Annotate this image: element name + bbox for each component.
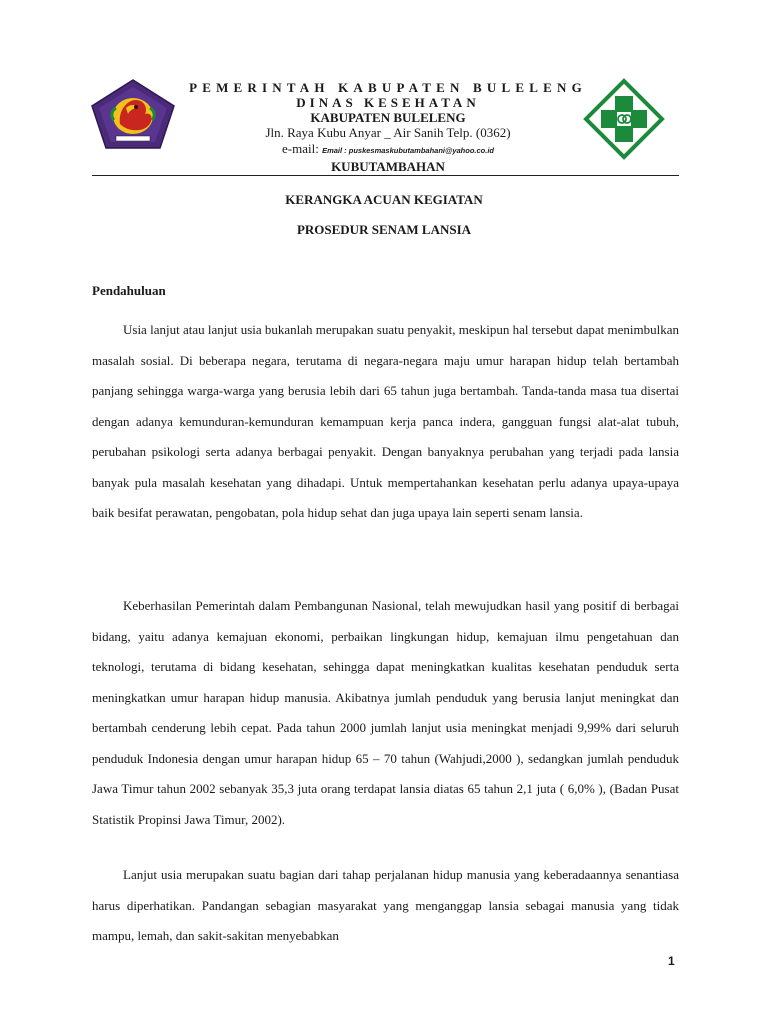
letterhead-regency: KABUPATEN BULELENG [310, 110, 466, 125]
letterhead-unit: KUBUTAMBAHAN [331, 159, 445, 174]
paragraph-1 [92, 315, 679, 529]
letterhead-email: Email : puskesmaskubutambahani@yahoo.co.id [322, 146, 495, 155]
paragraph-text: Lanjut usia merupakan suatu bagian dari tahap perjalanan hidup manusia yang keberadaannya senantiasa harus diperhatikan. Pandangan sebagian masyarakat yang menganggap lansia sebagai manusia yang tidak mampu, lemah, dan sakit-sakitan menyebabkan [92, 867, 679, 943]
letterhead [188, 80, 588, 175]
page-number: 1 [668, 954, 675, 968]
buleleng-regency-emblem-icon [90, 78, 176, 150]
paragraph-2 [92, 591, 679, 835]
letterhead-department: DINAS KESEHATAN [296, 95, 480, 110]
letterhead-address: Jln. Raya Kubu Anyar _ Air Sanih Telp. (0362) [265, 125, 511, 140]
section-heading: Pendahuluan [92, 283, 166, 298]
document-title: KERANGKA ACUAN KEGIATAN [285, 192, 483, 207]
paragraph-text: Usia lanjut atau lanjut usia bukanlah merupakan suatu penyakit, meskipun hal tersebut dapat menimbulkan masalah sosial. Di beberapa negara, terutama di negara-negara maju umur harapan hidup telah bertambah panjang sehingga warga-warga yang berusia lebih dari 65 tahun juga bertambah. Tanda-tanda masa tua disertai dengan adanya kemunduran-kemunduran kemampuan kerja panca indera, gangguan fungsi alat-alat tubuh, perubahan psikologi serta adanya berbagai penyakit. Dengan banyaknya perubahan yang terjadi pada lansia banyak pula masalah kesehatan yang dihadapi. Untuk mempertahankan kesehatan perlu adanya upaya-upaya baik besifat perawatan, pengobatan, pola hidup sehat dan juga upaya lain seperti senam lansia. [92, 322, 679, 520]
letterhead-government: PEMERINTAH KABUPATEN BULELENG [189, 80, 587, 95]
document-subtitle: PROSEDUR SENAM LANSIA [296, 222, 472, 237]
letterhead-email-line [188, 141, 588, 158]
health-cross-emblem-icon [583, 78, 665, 160]
paragraph-text: Keberhasilan Pemerintah dalam Pembangunan Nasional, telah mewujudkan hasil yang positif di berbagai bidang, yaitu adanya kemajuan ekonomi, perbaikan lingkungan hidup, kemajuan ilmu pengetahuan dan teknologi, terutama di bidang kesehatan, sehingga dapat meningkatkan kualitas kesehatan penduduk serta meningkatkan umur harapan hidup manusia. Akibatnya jumlah penduduk yang berusia lanjut meningkat dan bertambah cenderung lebih cepat. Pada tahun 2000 jumlah lanjut usia meningkat menjadi 9,99% dari seluruh penduduk Indonesia dengan umur harapan hidup 65 – 70 tahun (Wahjudi,2000 ), sedangkan jumlah penduduk Jawa Timur tahun 2002 sebanyak 35,3 juta orang terdapat lansia diatas 65 tahun 2,1 juta ( 6,0% ), (Badan Pusat Statistik Propinsi Jawa Timur, 2002). [92, 598, 679, 827]
letterhead-email-label: e-mail: [281, 141, 319, 156]
paragraph-3 [92, 860, 679, 952]
letterhead-divider [92, 175, 679, 176]
